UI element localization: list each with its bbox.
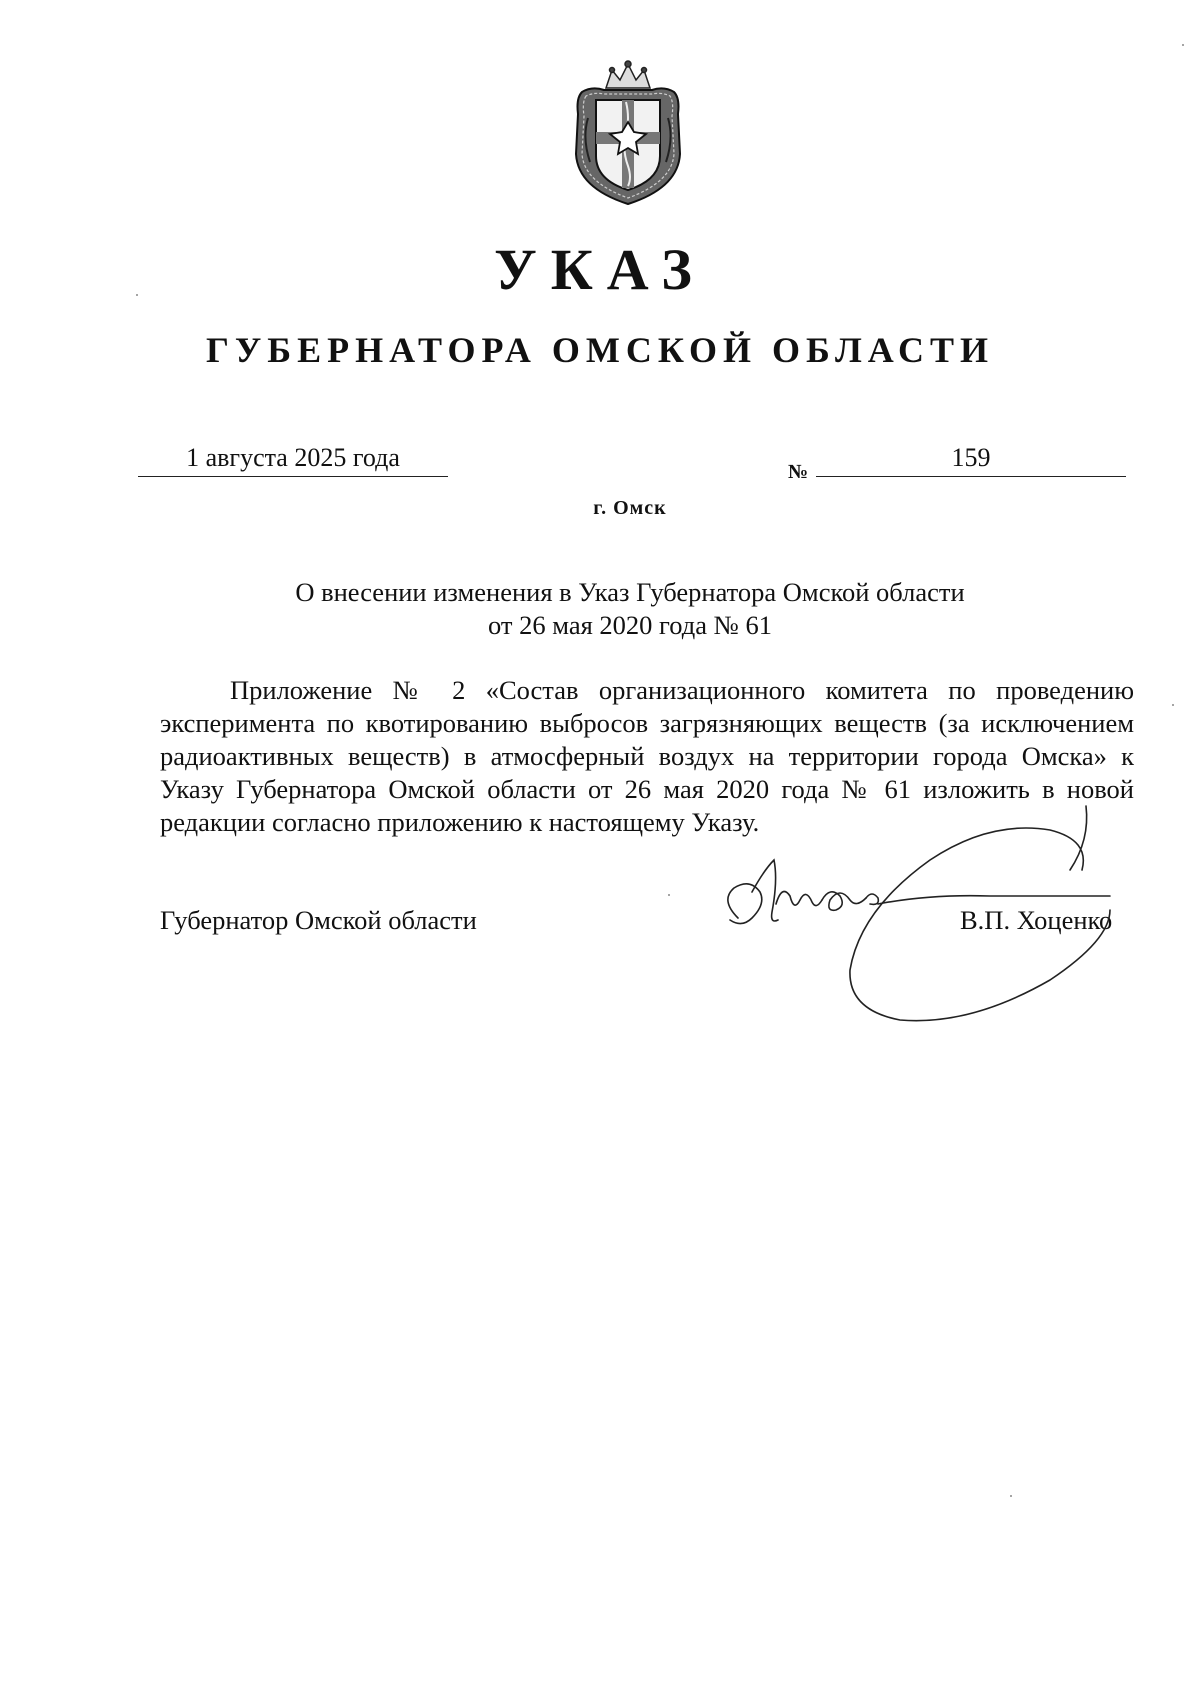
scan-speck [136, 294, 138, 296]
scan-speck [668, 894, 670, 896]
subject-line-1: О внесении изменения в Указ Губернатора Омской области [295, 577, 965, 607]
document-city: г. Омск [593, 497, 667, 519]
signatory-name: В.П. Хоценко [960, 905, 1113, 935]
subject-line-2: от 26 мая 2020 года № 61 [488, 610, 772, 640]
scan-speck [1172, 704, 1174, 706]
document-subject [0, 576, 1200, 642]
document-date: 1 августа 2025 года [138, 442, 448, 477]
handwritten-signature-icon [690, 800, 1130, 1040]
body-paragraph: Приложение № 2 «Состав организационного комитета по проведению эксперимента по квотированию выбросов загрязняющих веществ (за исключением радиоактивных веществ) в атмосферный воздух на территории города Омска» к Указу Губернатора Омской области от 26 мая 2020 года № 61 изложить в новой редакции согласно приложению к настоящему Указу. [160, 675, 1134, 837]
number-sign: № [788, 461, 809, 483]
document-number: 159 [816, 442, 1126, 477]
coat-of-arms-icon [568, 58, 688, 208]
document-subtitle: ГУБЕРНАТОРА ОМСКОЙ ОБЛАСТИ [205, 330, 995, 370]
scan-speck [1010, 1495, 1012, 1497]
signatory-position: Губернатор Омской области [160, 905, 477, 935]
document-title: УКАЗ [494, 237, 706, 302]
scan-speck [1182, 44, 1184, 46]
